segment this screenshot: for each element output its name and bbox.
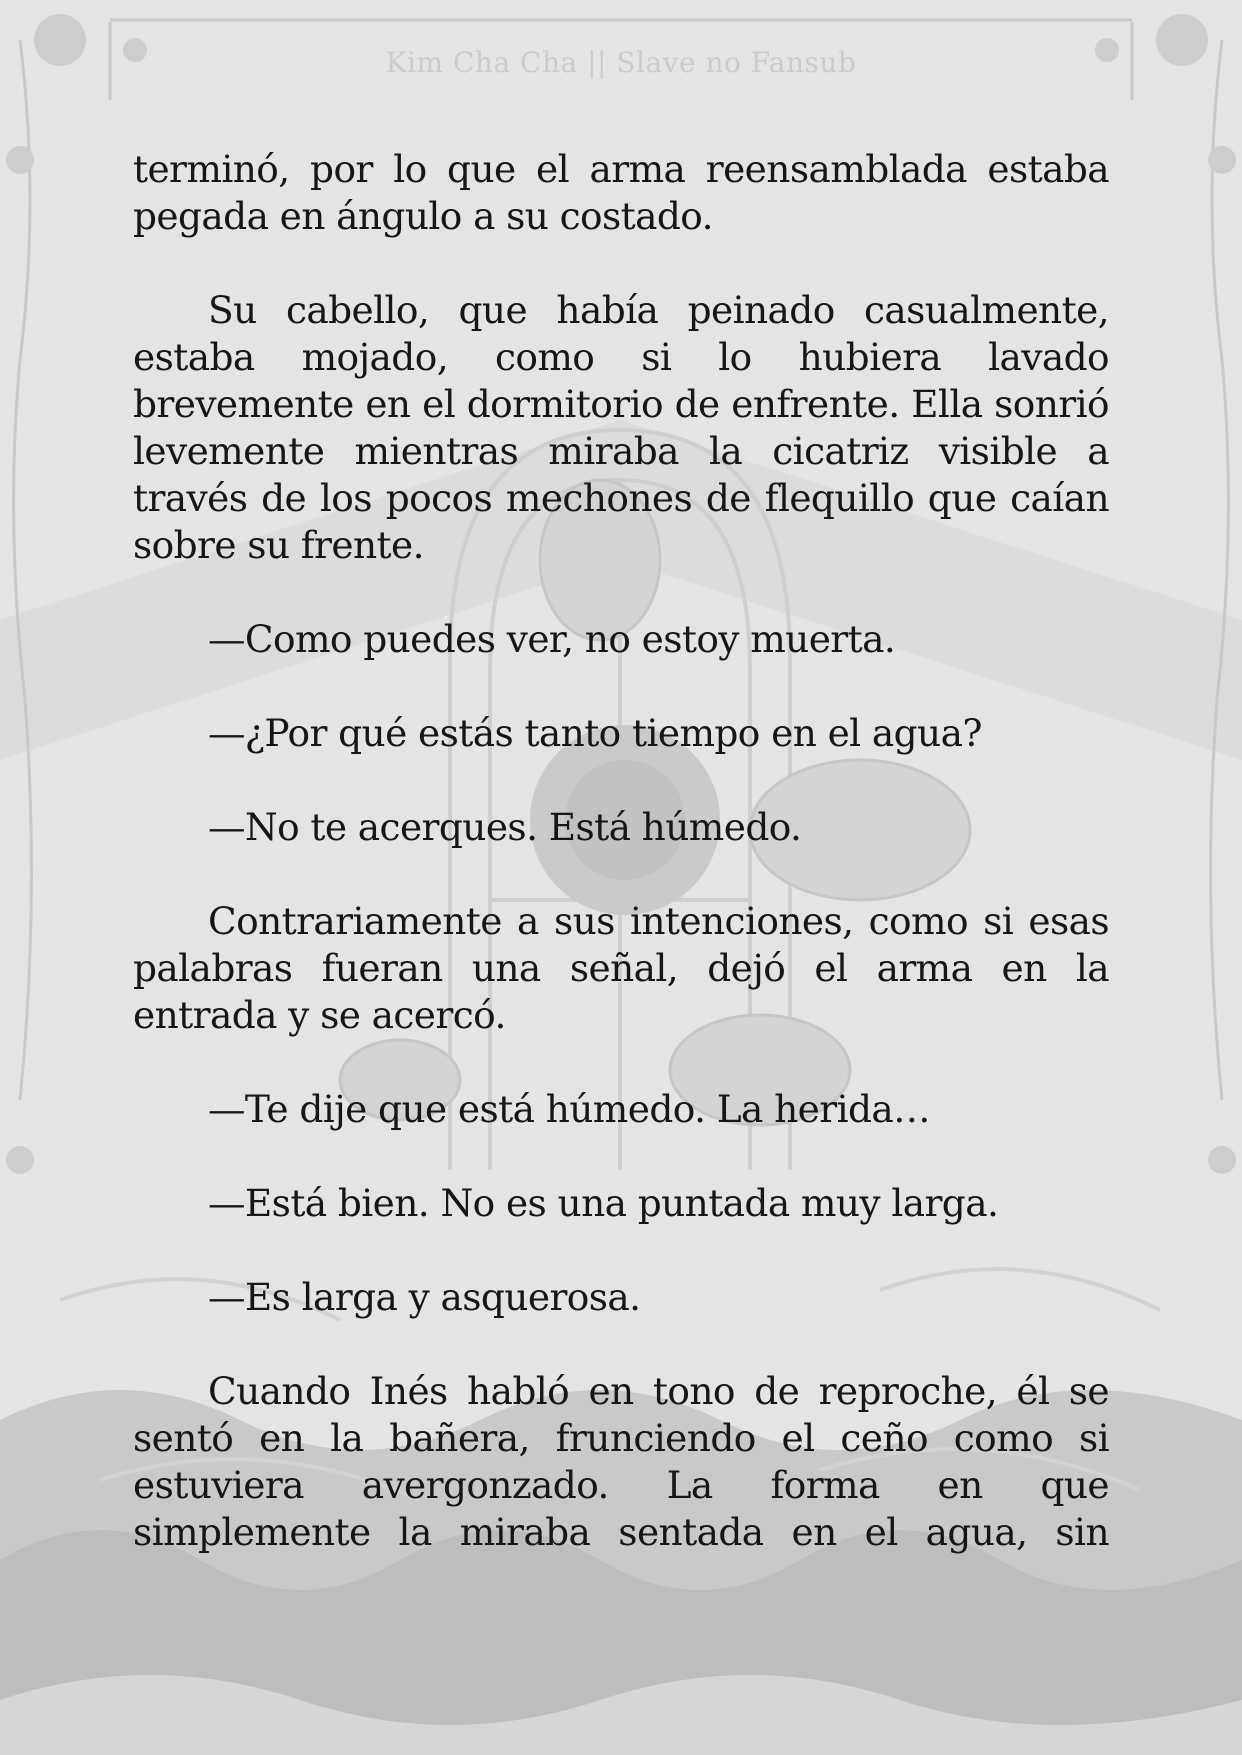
- dialogue-line-2: —¿Por qué estás tanto tiempo en el agua?: [208, 711, 982, 755]
- dialogue-line-1: —Como puedes ver, no estoy muerta.: [208, 617, 896, 661]
- body-text: [133, 146, 1109, 1556]
- dialogue-line-6: —Es larga y asquerosa.: [208, 1275, 641, 1319]
- paragraph-3: Contrariamente a sus intenciones, como si esas palabras fueran una señal, dejó el arma en la entrada y se acercó.: [133, 899, 1109, 1037]
- dialogue-line-4: —Te dije que está húmedo. La herida…: [208, 1087, 931, 1131]
- dialogue-line-3: —No te acerques. Está húmedo.: [208, 805, 802, 849]
- dialogue-line-5: —Está bien. No es una puntada muy larga.: [208, 1181, 999, 1225]
- paragraph-2: Su cabello, que había peinado casualmente, estaba mojado, como si lo hubiera lavado brevemente en el dormitorio de enfrente. Ella sonrió levemente mientras miraba la cicatriz visible a través de los pocos mechones de flequillo que caían sobre su frente.: [133, 288, 1109, 567]
- paragraph-1: terminó, por lo que el arma reensamblada estaba pegada en ángulo a su costado.: [133, 147, 1109, 238]
- paragraph-4: Cuando Inés habló en tono de reproche, él se sentó en la bañera, frunciendo el ceño como si estuviera avergonzado. La forma en que simplemente la miraba sentada en el agua, sin: [133, 1369, 1109, 1554]
- header-watermark: Kim Cha Cha || Slave no Fansub: [385, 46, 857, 79]
